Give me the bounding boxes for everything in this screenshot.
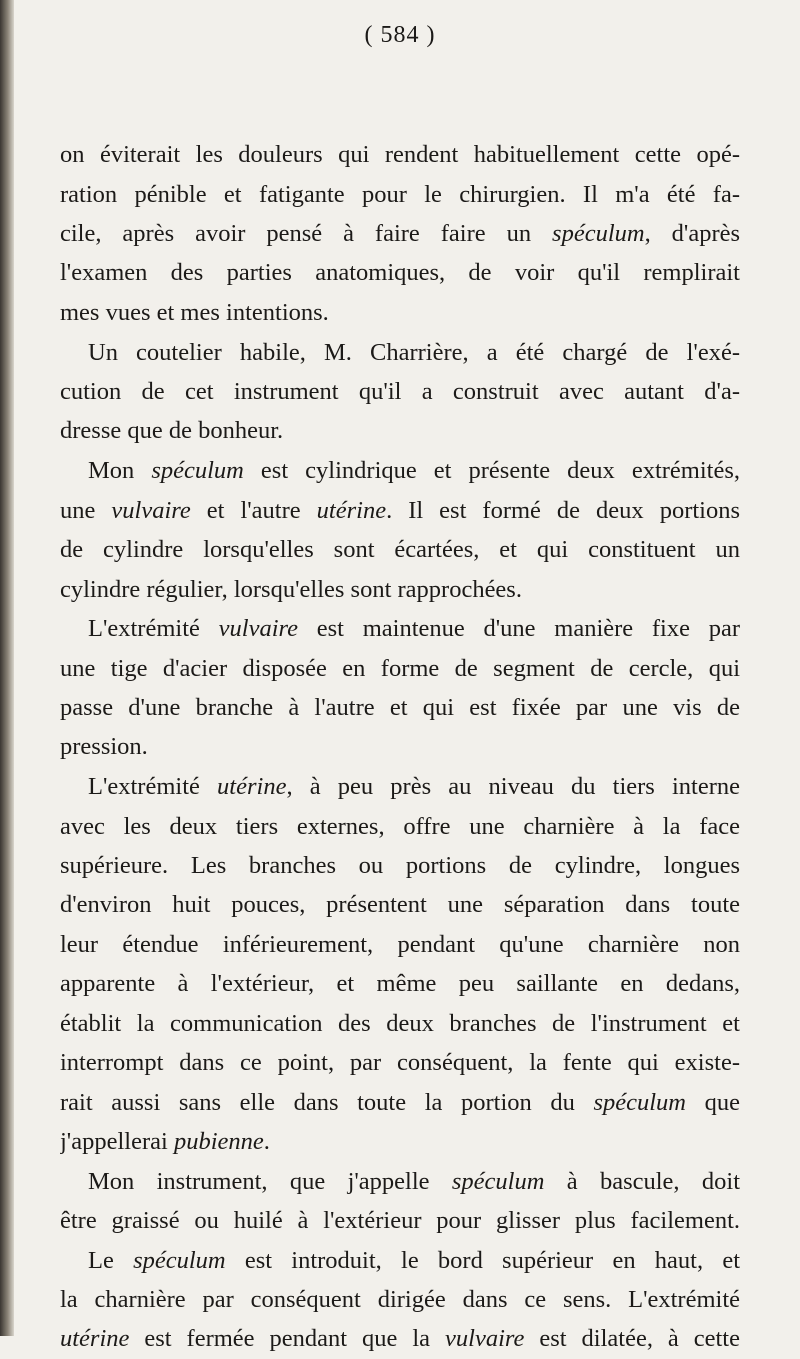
text-line	[60, 214, 740, 254]
text-segment: dresse que de bonheur.	[60, 417, 284, 444]
text-line	[88, 767, 740, 807]
text-line	[60, 1004, 740, 1044]
italic-term: spéculum	[451, 1168, 545, 1195]
italic-term: spéculum	[133, 1247, 226, 1274]
text-segment: Le	[88, 1247, 134, 1274]
text-line	[60, 807, 740, 847]
text-segment: une	[60, 497, 112, 524]
text-line	[60, 135, 740, 175]
text-segment: j'appellerai	[60, 1128, 174, 1155]
text-line	[60, 964, 740, 1004]
text-segment: à bascule, doit	[544, 1168, 740, 1195]
italic-term: utérine	[217, 773, 287, 800]
text-line	[60, 1043, 740, 1083]
text-segment: on éviterait les douleurs qui rendent habituellement cette opé-	[60, 141, 740, 168]
text-line	[60, 727, 740, 767]
text-segment: Mon instrument, que j'appelle	[88, 1168, 452, 1195]
italic-term: utérine	[316, 497, 387, 524]
text-segment: cution de cet instrument qu'il a construit avec autant d'a-	[60, 378, 740, 405]
italic-term: spéculum	[552, 220, 645, 247]
text-segment: est maintenue d'une manière fixe par	[298, 615, 740, 642]
italic-term: vulvaire	[218, 615, 299, 642]
text-line	[88, 1241, 740, 1281]
italic-term: spéculum	[151, 457, 244, 484]
text-segment: la charnière par conséquent dirigée dans ce sens. L'extrémité	[60, 1286, 740, 1313]
text-segment: , d'après	[644, 220, 740, 247]
text-segment: est cylindrique et présente deux extrémités,	[243, 457, 740, 484]
text-segment: supérieure. Les branches ou portions de cylindre, longues	[60, 852, 740, 879]
text-segment: une tige d'acier disposée en forme de segment de cercle, qui	[60, 655, 740, 682]
text-line	[60, 491, 740, 531]
text-line	[60, 1280, 740, 1320]
italic-term: vulvaire	[111, 497, 191, 524]
text-line	[60, 372, 740, 412]
text-line	[60, 530, 740, 570]
text-segment: apparente à l'extérieur, et même peu saillante en dedans,	[60, 970, 740, 997]
text-segment: rait aussi sans elle dans toute la portion du	[60, 1089, 594, 1116]
text-segment: Un coutelier habile, M. Charrière, a été chargé de l'exé-	[88, 339, 740, 366]
text-line	[60, 293, 740, 333]
italic-term: spéculum	[593, 1089, 687, 1116]
text-segment: leur étendue inférieurement, pendant qu'une charnière non	[60, 931, 740, 958]
text-line	[60, 649, 740, 689]
text-line	[60, 846, 740, 886]
text-segment: et l'autre	[190, 497, 317, 524]
text-segment: cile, après avoir pensé à faire faire un	[60, 220, 553, 247]
text-segment: Mon	[88, 457, 152, 484]
text-line	[60, 1122, 740, 1162]
text-segment: être graissé ou huilé à l'extérieur pour glisser plus facilement.	[60, 1207, 740, 1234]
text-line	[60, 925, 740, 965]
text-segment: ration pénible et fatigante pour le chirurgien. Il m'a été fa-	[60, 181, 740, 208]
text-line	[60, 175, 740, 215]
page-number: ( 584 )	[364, 22, 436, 48]
text-line	[60, 570, 740, 610]
text-segment: de cylindre lorsqu'elles sont écartées, et qui constituent un	[60, 536, 740, 563]
text-segment: établit la communication des deux branches de l'instrument et	[60, 1010, 740, 1037]
italic-term: pubienne	[173, 1128, 264, 1155]
text-segment: que	[686, 1089, 740, 1116]
text-segment: , à peu près au niveau du tiers interne	[286, 773, 740, 800]
text-line	[88, 451, 740, 491]
text-line	[60, 253, 740, 293]
text-line	[60, 1319, 740, 1359]
text-segment: L'extrémité	[88, 615, 219, 642]
text-segment: l'examen des parties anatomiques, de voir qu'il remplirait	[60, 259, 740, 286]
text-segment: interrompt dans ce point, par conséquent, la fente qui existe-	[60, 1049, 740, 1076]
text-segment: passe d'une branche à l'autre et qui est fixée par une vis de	[60, 694, 740, 721]
text-segment: pression.	[60, 733, 148, 760]
text-segment: cylindre régulier, lorsqu'elles sont rapprochées.	[60, 576, 522, 603]
text-segment: est fermée pendant que la	[129, 1325, 446, 1352]
text-line	[60, 1083, 740, 1123]
text-line	[60, 411, 740, 451]
text-segment: L'extrémité	[88, 773, 218, 800]
text-segment: mes vues et mes intentions.	[60, 299, 329, 326]
italic-term: utérine	[60, 1325, 130, 1352]
text-segment: . Il est formé de deux portions	[386, 497, 740, 524]
text-line	[60, 1201, 740, 1241]
text-line	[88, 609, 740, 649]
text-line	[60, 885, 740, 925]
text-segment: d'environ huit pouces, présentent une séparation dans toute	[60, 891, 740, 918]
text-segment: avec les deux tiers externes, offre une charnière à la face	[60, 813, 740, 840]
text-line	[88, 1162, 740, 1202]
italic-term: vulvaire	[445, 1325, 525, 1352]
text-segment: .	[263, 1128, 270, 1155]
text-segment: est introduit, le bord supérieur en haut, et	[225, 1247, 740, 1274]
text-segment: est dilatée, à cette	[524, 1325, 740, 1352]
text-line	[88, 333, 740, 373]
text-line	[60, 688, 740, 728]
